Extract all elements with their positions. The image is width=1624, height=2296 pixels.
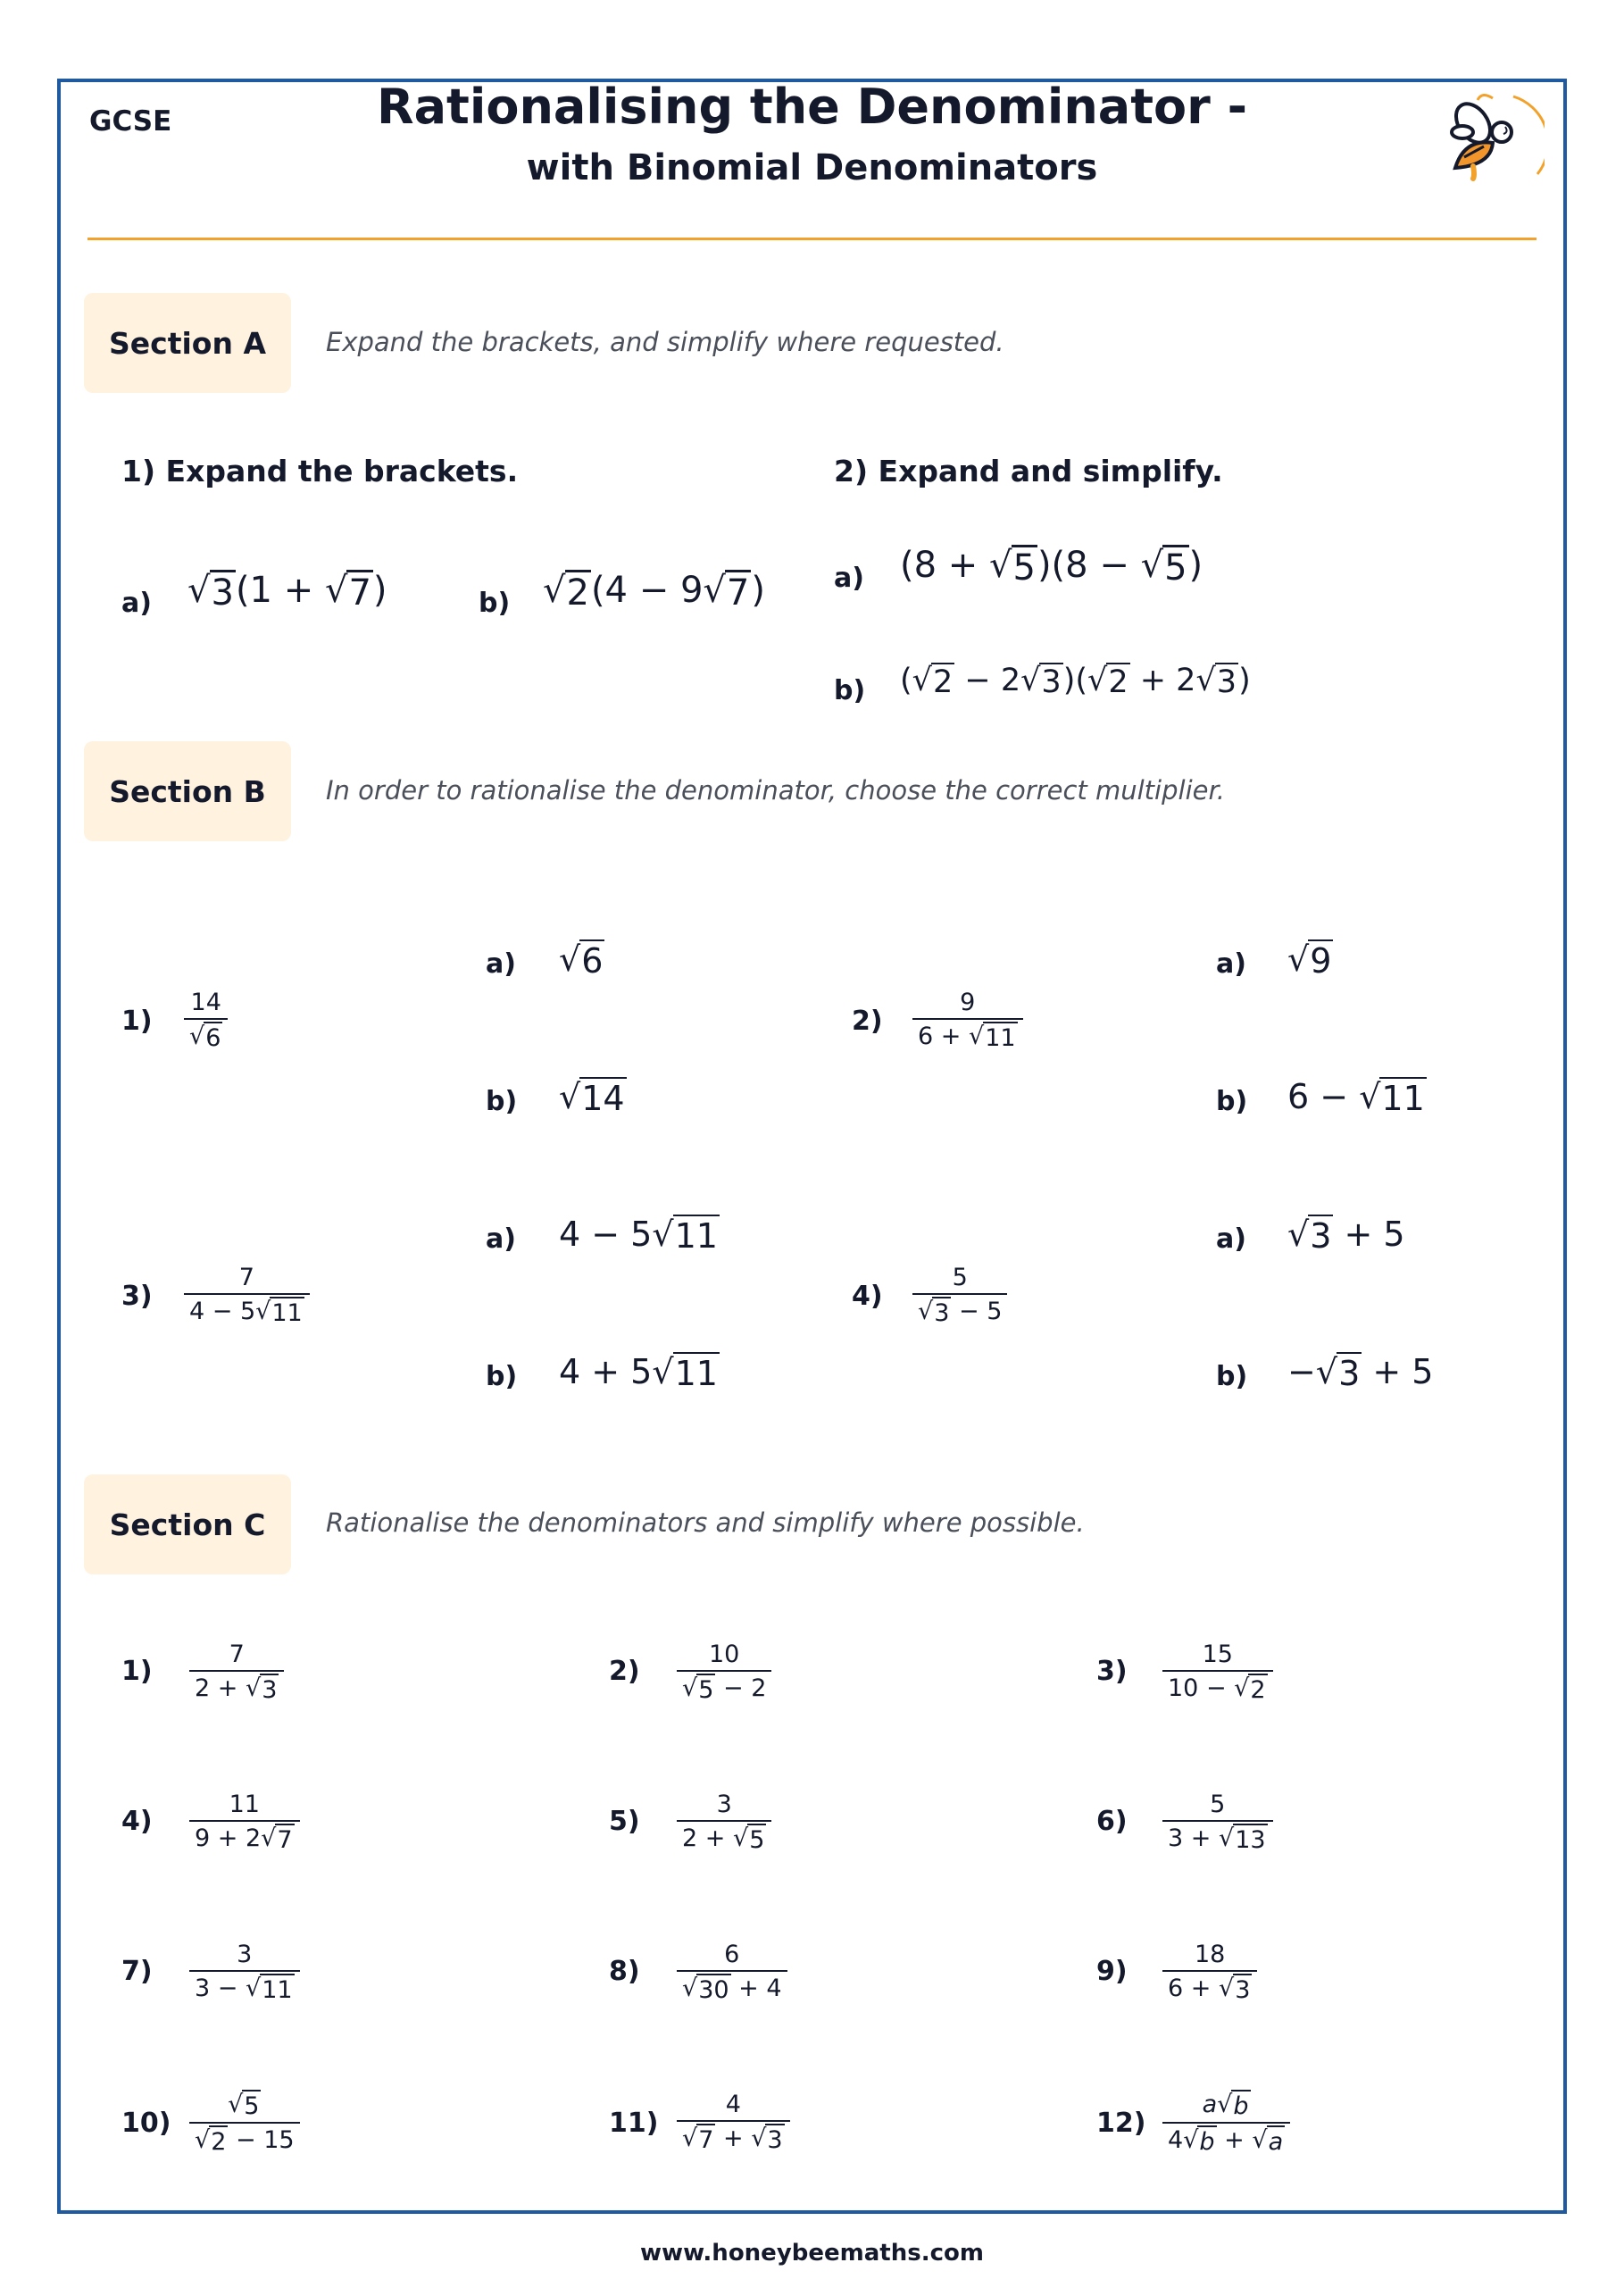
section-b-q3-label: 3): [121, 1281, 153, 1312]
section-c-q10-fraction: [189, 2090, 300, 2158]
numerator: a √ b: [1202, 2091, 1249, 2120]
section-c-q8-label: 8): [609, 1956, 640, 1987]
level-label: GCSE: [89, 105, 172, 138]
section-c-q2-label: 2): [609, 1656, 640, 1687]
section-c-q5-label: 5): [609, 1806, 640, 1837]
section-b-q4-fraction: [912, 1263, 1007, 1329]
section-c-q8-fraction: [677, 1940, 787, 2006]
section-c-q6-label: 6): [1096, 1806, 1128, 1837]
section-a-q1b-label: b): [479, 588, 511, 619]
section-c-q11-fraction: [677, 2090, 790, 2156]
section-b-q1-option-b[interactable]: √ 14: [559, 1077, 625, 1118]
denominator: √ 3 − 5: [912, 1293, 1007, 1329]
section-c-q3-fraction: [1162, 1640, 1273, 1706]
section-c-q4-fraction: [189, 1790, 300, 1856]
denominator: 2 + √ 5: [677, 1820, 771, 1856]
section-b-q2-label: 2): [852, 1006, 883, 1037]
numerator: 15: [1202, 1641, 1233, 1668]
section-b-q3-option-a-label: a): [486, 1223, 516, 1255]
section-a-instruction: Expand the brackets, and simplify where requested.: [326, 327, 1004, 357]
section-b-q1-option-b-label: b): [486, 1086, 518, 1117]
numerator: 5: [952, 1264, 968, 1291]
denominator: √ 2 − 15: [189, 2122, 300, 2158]
section-b-q4-label: 4): [852, 1281, 883, 1312]
section-b-q2-fraction: [912, 988, 1023, 1054]
numerator: √ 5: [228, 2091, 260, 2120]
section-b-q3-fraction: [184, 1263, 310, 1329]
denominator: 6 + √ 11: [912, 1018, 1023, 1054]
honeybee-icon: [1428, 89, 1545, 188]
denominator: 2 + √ 3: [189, 1670, 284, 1706]
section-b-q4-option-a[interactable]: √ 3 + 5: [1287, 1215, 1405, 1256]
section-b-q4-option-a-label: a): [1216, 1223, 1246, 1255]
section-b-q2-option-b[interactable]: 6 − √ 11: [1287, 1077, 1425, 1118]
section-c-q7-fraction: [189, 1940, 300, 2006]
numerator: 5: [1210, 1791, 1226, 1818]
section-c-q3-label: 3): [1096, 1656, 1128, 1687]
section-c-q5-fraction: [677, 1790, 771, 1856]
section-c-badge: Section C: [84, 1474, 291, 1574]
denominator: 3 + √ 13: [1162, 1820, 1273, 1856]
numerator: 14: [190, 989, 221, 1016]
section-c-q10-label: 10): [121, 2108, 171, 2139]
section-a-q1-heading: 1) Expand the brackets.: [121, 454, 519, 488]
section-c-q12-fraction: [1162, 2090, 1290, 2158]
section-c-q1-label: 1): [121, 1656, 153, 1687]
numerator: 9: [960, 989, 976, 1016]
section-c-q9-fraction: [1162, 1940, 1257, 2006]
denominator: √ 30 + 4: [677, 1970, 787, 2006]
denominator: √ 6: [184, 1018, 228, 1054]
denominator: 4 − 5 √ 11: [184, 1293, 310, 1329]
section-c-q6-fraction: [1162, 1790, 1273, 1856]
page-title: Rationalising the Denominator -: [377, 79, 1247, 135]
section-c-q7-label: 7): [121, 1956, 153, 1987]
section-c-q4-label: 4): [121, 1806, 153, 1837]
denominator: 6 + √ 3: [1162, 1970, 1257, 2006]
section-b-q1-fraction: [184, 988, 228, 1054]
section-a-badge: Section A: [84, 293, 291, 393]
section-a-q2-heading: 2) Expand and simplify.: [834, 454, 1223, 488]
section-b-q3-option-b-label: b): [486, 1361, 518, 1392]
section-b-q3-option-a[interactable]: 4 − 5 √ 11: [559, 1215, 718, 1256]
section-c-q2-fraction: [677, 1640, 771, 1706]
section-c-q1-fraction: [189, 1640, 284, 1706]
numerator: 18: [1195, 1941, 1226, 1968]
section-b-q1-label: 1): [121, 1006, 153, 1037]
section-b-q2-option-a[interactable]: √ 9: [1287, 939, 1332, 981]
numerator: 7: [238, 1264, 254, 1291]
section-a-q1b-expression: √ 2 (4 − 9 √ 7 ): [543, 570, 765, 614]
section-a-q1a-expression: √ 3 (1 + √ 7 ): [187, 570, 387, 614]
section-c-q11-label: 11): [609, 2108, 659, 2139]
section-a-q2b-label: b): [834, 675, 866, 706]
section-b-q1-option-a-label: a): [486, 948, 516, 980]
section-a-q2b-expression: ( √ 2 − 2 √ 3 )( √ 2 + 2 √ 3 ): [900, 663, 1251, 700]
header-divider: [87, 238, 1537, 240]
denominator: 3 − √ 11: [189, 1970, 300, 2006]
numerator: 7: [229, 1641, 245, 1668]
section-b-q3-option-b[interactable]: 4 + 5 √ 11: [559, 1352, 718, 1393]
section-c-q9-label: 9): [1096, 1956, 1128, 1987]
footer-url: www.honeybeemaths.com: [640, 2240, 984, 2267]
section-b-badge: Section B: [84, 741, 291, 841]
denominator: 10 − √ 2: [1162, 1670, 1273, 1706]
denominator: √ 5 − 2: [677, 1670, 771, 1706]
section-c-q12-label: 12): [1096, 2108, 1146, 2139]
section-c-instruction: Rationalise the denominators and simplify where possible.: [326, 1507, 1085, 1538]
denominator: √ 7 + √ 3: [677, 2120, 790, 2156]
section-b-q2-option-b-label: b): [1216, 1086, 1248, 1117]
section-b-q1-option-a[interactable]: √ 6: [559, 939, 604, 981]
section-a-q2a-label: a): [834, 563, 864, 594]
numerator: 6: [724, 1941, 740, 1968]
section-b-q4-option-b-label: b): [1216, 1361, 1248, 1392]
numerator: 4: [725, 2091, 741, 2118]
page-frame: [57, 79, 1567, 2214]
page-subtitle: with Binomial Denominators: [526, 147, 1098, 188]
denominator: 4 √ b + √ a: [1162, 2122, 1290, 2158]
section-a-q1a-label: a): [121, 588, 152, 619]
numerator: 3: [237, 1941, 253, 1968]
numerator: 10: [709, 1641, 740, 1668]
numerator: 3: [716, 1791, 732, 1818]
numerator: 11: [229, 1791, 260, 1818]
denominator: 9 + 2 √ 7: [189, 1820, 300, 1856]
section-b-q2-option-a-label: a): [1216, 948, 1246, 980]
section-b-instruction: In order to rationalise the denominator, choose the correct multiplier.: [326, 775, 1225, 806]
section-b-q4-option-b[interactable]: − √ 3 + 5: [1287, 1352, 1434, 1393]
section-a-q2a-expression: (8 + √ 5 )(8 − √ 5 ): [900, 545, 1203, 589]
